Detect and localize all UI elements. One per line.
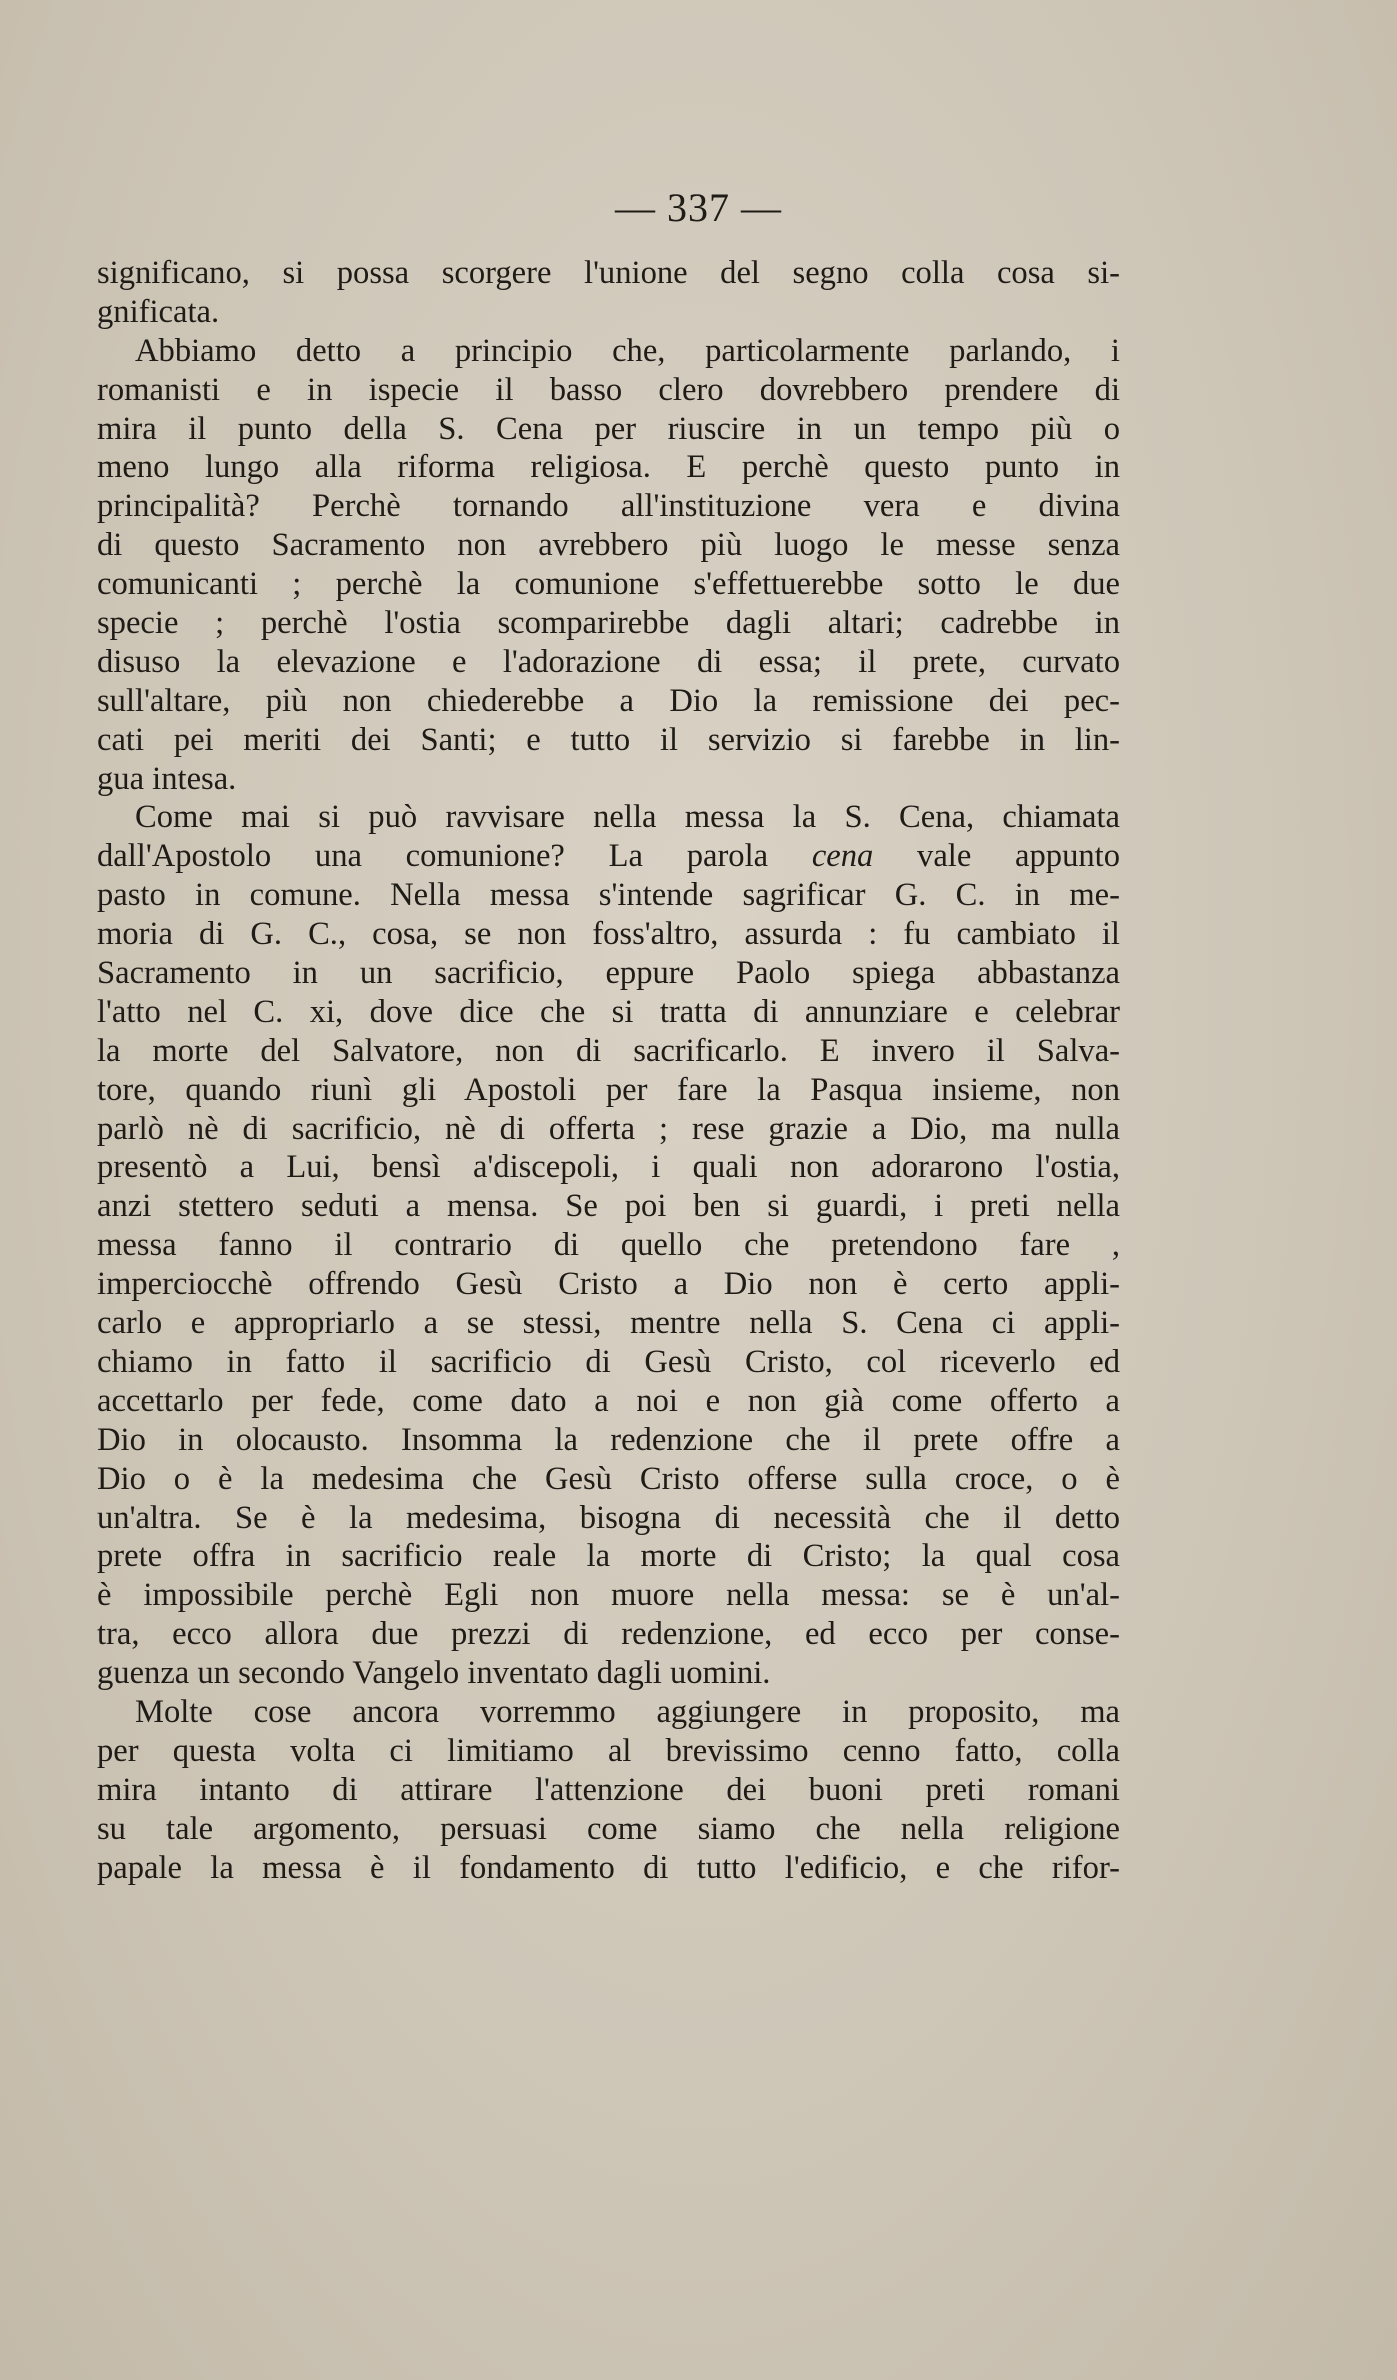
text-line: gua intesa.	[97, 760, 237, 797]
text-line: cati pei meriti dei Santi; e tutto il servizio si farebbe in lin-	[97, 721, 1120, 758]
text-line: imperciocchè offrendo Gesù Cristo a Dio non è certo appli-	[97, 1266, 1120, 1303]
text-line: presentò a Lui, bensì a'discepoli, i quali non adorarono l'ostia,	[97, 1149, 1120, 1186]
text-line: moria di G. C., cosa, se non foss'altro, assurda : fu cambiato il	[97, 916, 1120, 953]
text-line: significano, si possa scorgere l'unione del segno colla cosa si-	[97, 255, 1120, 291]
text-line: prete offra in sacrificio reale la morte di Cristo; la qual cosa	[97, 1538, 1120, 1575]
text-line: mira il punto della S. Cena per riuscire in un tempo più o	[97, 410, 1120, 447]
text-line: carlo e appropriarlo a se stessi, mentre nella S. Cena ci appli-	[97, 1305, 1120, 1342]
text-line: messa fanno il contrario di quello che pretendono fare ,	[97, 1227, 1120, 1264]
paragraph-2	[97, 332, 1120, 799]
text-line: è impossibile perchè Egli non muore nella messa: se è un'al-	[97, 1577, 1120, 1614]
text-line: Come mai si può ravvisare nella messa la S. Cena, chiamata	[135, 799, 1120, 836]
text-line: mira intanto di attirare l'attenzione dei buoni preti romani	[97, 1771, 1120, 1808]
paragraph-1	[97, 254, 1120, 332]
text-line: un'altra. Se è la medesima, bisogna di necessità che il detto	[97, 1499, 1120, 1536]
text-line: parlò nè di sacrificio, nè di offerta ; rese grazie a Dio, ma nulla	[97, 1110, 1120, 1147]
text-line: sull'altare, più non chiederebbe a Dio la remissione dei pec-	[97, 682, 1120, 719]
text-line: tore, quando riunì gli Apostoli per fare la Pasqua insieme, non	[97, 1071, 1120, 1108]
text-line: la morte del Salvatore, non di sacrificarlo. E invero il Salva-	[97, 1032, 1120, 1069]
text-line: gnificata.	[97, 293, 220, 330]
text-line: meno lungo alla riforma religiosa. E perchè questo punto in	[97, 449, 1120, 486]
text-line: guenza un secondo Vangelo inventato dagli uomini.	[97, 1655, 771, 1692]
text-line: Molte cose ancora vorremmo aggiungere in proposito, ma	[135, 1693, 1120, 1730]
paragraph-4	[97, 1693, 1120, 1887]
text-line: Abbiamo detto a principio che, particolarmente parlando, i	[135, 332, 1120, 369]
text-line: specie ; perchè l'ostia scomparirebbe dagli altari; cadrebbe in	[97, 605, 1120, 642]
text-line: papale la messa è il fondamento di tutto l'edificio, e che rifor-	[97, 1849, 1120, 1886]
text-line: accettarlo per fede, come dato a noi e non già come offerto a	[97, 1382, 1120, 1419]
text-line: tra, ecco allora due prezzi di redenzione, ed ecco per conse-	[97, 1616, 1120, 1653]
page-number: — 337 —	[615, 185, 782, 230]
text-line: pasto in comune. Nella messa s'intende sagrificar G. C. in me-	[97, 877, 1120, 914]
text-line: comunicanti ; perchè la comunione s'effettuerebbe sotto le due	[97, 566, 1120, 603]
text-line: Dio in olocausto. Insomma la redenzione che il prete offre a	[97, 1421, 1120, 1458]
text-line: di questo Sacramento non avrebbero più luogo le messe senza	[97, 527, 1120, 564]
paragraph-3	[97, 798, 1120, 1692]
emphasized-word: cena	[811, 838, 874, 875]
text-line: anzi stettero seduti a mensa. Se poi ben si guardi, i preti nella	[97, 1188, 1120, 1225]
text-line: chiamo in fatto il sacrificio di Gesù Cristo, col riceverlo ed	[97, 1343, 1120, 1380]
text-line: disuso la elevazione e l'adorazione di essa; il prete, curvato	[97, 643, 1120, 680]
text-line: su tale argomento, persuasi come siamo che nella religione	[97, 1810, 1120, 1847]
text-line: per questa volta ci limitiamo al brevissimo cenno fatto, colla	[97, 1732, 1120, 1769]
text-line: romanisti e in ispecie il basso clero dovrebbero prendere di	[97, 371, 1120, 408]
text-line: dall'Apostolo una comunione? La parola cena vale appunto	[97, 838, 1120, 875]
body-text	[97, 254, 1120, 1887]
text-line: Dio o è la medesima che Gesù Cristo offerse sulla croce, o è	[97, 1460, 1120, 1497]
text-line: Sacramento in un sacrificio, eppure Paolo spiega abbastanza	[97, 955, 1120, 992]
text-line: l'atto nel C. xi, dove dice che si tratta di annunziare e celebrar	[97, 993, 1120, 1030]
text-line: principalità? Perchè tornando all'instituzione vera e divina	[97, 488, 1120, 525]
